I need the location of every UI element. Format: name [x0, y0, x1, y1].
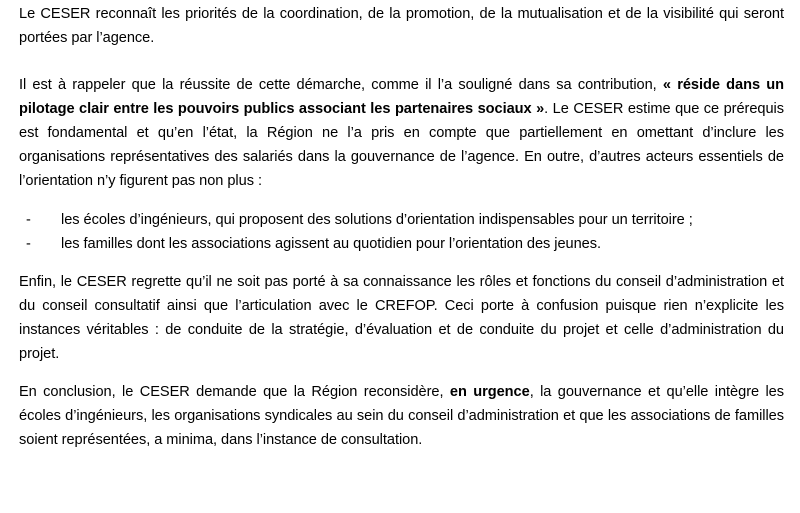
paragraph-conclusion-intro: En conclusion, le CESER demande que la Région reconsidère,: [19, 384, 450, 400]
paragraph-governance-roles: Enfin, le CESER regrette qu’il ne soit pas porté à sa connaissance les rôles et fonctions du conseil d’administration et du conseil consultatif ainsi que l’articulation avec le CREFOP. Ceci porte à confusion puisque rien n’explicite les instances véritables : de conduite de la stratégie, d’évaluation et de conduite du projet et celle d’administration du projet.: [19, 274, 784, 362]
paragraph-pilotage-rest: . Le CESER estime que ce prérequis est fondamental et qu’en l’état, la Région ne l’a pris en compte que partiellement en omettant d’inclure les organisations représentatives des salariés dans la gouvernance de l’agence. En outre, d’autres acteurs essentiels de l’orientation n’y figurent pas non plus :: [19, 101, 784, 189]
bullet-dash: -: [26, 236, 31, 252]
list-item: [19, 208, 784, 232]
bullet-dash: -: [26, 212, 31, 228]
list-item: [19, 232, 784, 256]
list-item-text: les familles dont les associations agissent au quotidien pour l’orientation des jeunes.: [61, 236, 602, 252]
missing-actors-list: [19, 208, 784, 256]
paragraph-pilotage: [19, 73, 784, 193]
paragraph-pilotage-quote: « réside dans un pilotage clair entre les pouvoirs publics associant les partenaires sociaux »: [19, 77, 784, 117]
paragraph-pilotage-intro: Il est à rappeler que la réussite de cette démarche, comme il l’a souligné dans sa contribution,: [19, 77, 663, 93]
paragraph-priorities: Le CESER reconnaît les priorités de la coordination, de la promotion, de la mutualisation et de la visibilité qui seront portées par l’agence.: [19, 6, 784, 46]
paragraph-conclusion: [19, 380, 784, 452]
paragraph-conclusion-rest: , la gouvernance et qu’elle intègre les écoles d’ingénieurs, les organisations syndicales au sein du conseil d’administration et que les associations de familles soient représentées, a minima, dans l’instance de consultation.: [19, 384, 784, 448]
paragraph-conclusion-emphasis: en urgence: [449, 384, 530, 400]
list-item-text: les écoles d’ingénieurs, qui proposent des solutions d’orientation indispensables pour un territoire ;: [61, 212, 693, 228]
document-body: [19, 2, 784, 466]
